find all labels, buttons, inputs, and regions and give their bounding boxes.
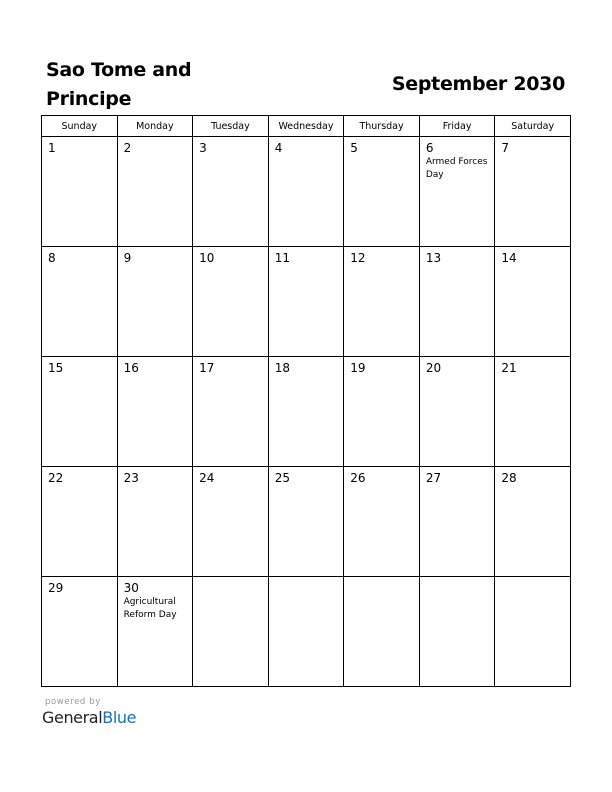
day-number: 10	[199, 251, 215, 265]
day-number: 17	[199, 361, 215, 375]
day-number: 16	[123, 361, 139, 375]
day-cell-content	[495, 357, 570, 375]
day-number: 3	[199, 141, 207, 155]
day-number: 30	[123, 581, 139, 595]
day-number: 13	[425, 251, 442, 265]
day-cell-content	[344, 247, 419, 265]
day-cell	[117, 577, 193, 687]
day-cell-content	[269, 247, 344, 265]
day-cell	[268, 357, 344, 467]
day-number: 5	[350, 141, 358, 155]
day-number: 11	[274, 251, 290, 265]
day-cell	[344, 577, 420, 687]
generalblue-logo	[42, 708, 136, 728]
day-cell	[193, 137, 269, 247]
calendar-grid	[41, 115, 571, 687]
day-number: 29	[48, 581, 64, 595]
holiday-label: Agricultural Reform Day	[123, 597, 177, 620]
logo-text-blue: Blue	[102, 708, 137, 727]
weekday-friday: Friday	[419, 116, 495, 137]
day-cell-content	[420, 357, 495, 375]
weekday-wednesday: Wednesday	[268, 116, 344, 137]
day-number: 14	[501, 251, 517, 265]
day-number: 12	[350, 251, 366, 265]
day-cell	[495, 467, 571, 577]
day-cell	[193, 357, 269, 467]
day-cell	[344, 247, 420, 357]
day-cell-content	[193, 577, 268, 581]
day-cell-content	[118, 247, 193, 265]
day-number: 20	[425, 361, 442, 375]
week-row	[42, 247, 571, 357]
month-year-title: September 2030	[391, 73, 565, 95]
day-cell	[42, 467, 118, 577]
calendar-body	[42, 137, 571, 687]
day-number: 26	[350, 471, 366, 485]
day-cell	[193, 247, 269, 357]
day-cell-content	[495, 577, 570, 581]
day-cell-content	[269, 467, 344, 485]
day-cell-content	[42, 357, 117, 375]
logo-text-general: General	[42, 708, 103, 727]
week-row	[42, 357, 571, 467]
weekday-saturday: Saturday	[495, 116, 571, 137]
day-cell-content	[420, 247, 495, 265]
day-cell-content	[420, 577, 495, 581]
day-number: 6	[425, 141, 434, 155]
weekday-header-row	[42, 116, 571, 137]
day-cell	[344, 467, 420, 577]
day-cell	[419, 357, 495, 467]
day-cell-content	[193, 247, 268, 265]
day-cell	[117, 247, 193, 357]
day-cell-content	[269, 577, 344, 581]
day-cell-content	[420, 467, 495, 485]
country-title: Sao Tome and Principe	[46, 59, 192, 110]
day-number: 7	[501, 141, 510, 155]
day-cell-content	[193, 467, 268, 485]
holiday-label: Armed Forces Day	[425, 157, 488, 180]
day-cell-content	[118, 467, 193, 485]
day-number: 19	[350, 361, 366, 375]
day-number: 18	[274, 361, 290, 375]
day-cell	[419, 247, 495, 357]
day-cell-content	[344, 467, 419, 485]
day-cell	[42, 137, 118, 247]
day-cell	[344, 357, 420, 467]
day-cell-content	[42, 137, 117, 155]
day-cell	[193, 467, 269, 577]
week-row	[42, 137, 571, 247]
week-row	[42, 467, 571, 577]
day-cell	[268, 577, 344, 687]
day-cell	[117, 137, 193, 247]
day-cell-content	[344, 137, 419, 155]
day-cell	[42, 357, 118, 467]
day-cell	[42, 247, 118, 357]
day-cell	[419, 137, 495, 247]
day-number: 25	[274, 471, 290, 485]
day-cell-content	[118, 577, 193, 622]
day-cell-content	[495, 247, 570, 265]
day-cell-content	[344, 357, 419, 375]
day-cell	[495, 357, 571, 467]
day-number: 2	[123, 141, 132, 155]
day-number: 23	[123, 471, 139, 485]
day-number: 1	[48, 141, 56, 155]
day-cell-content	[118, 357, 193, 375]
day-cell	[42, 577, 118, 687]
day-cell	[419, 577, 495, 687]
day-number: 24	[199, 471, 215, 485]
day-cell	[268, 247, 344, 357]
day-number: 21	[501, 361, 517, 375]
day-number: 28	[501, 471, 517, 485]
day-cell	[117, 357, 193, 467]
day-cell	[495, 137, 571, 247]
weekday-thursday: Thursday	[344, 116, 420, 137]
day-cell-content	[42, 577, 117, 595]
day-cell	[117, 467, 193, 577]
day-cell	[193, 577, 269, 687]
day-number: 4	[274, 141, 283, 155]
day-cell	[268, 467, 344, 577]
week-row	[42, 577, 571, 687]
day-cell	[495, 577, 571, 687]
day-cell-content	[118, 137, 193, 155]
day-number: 22	[48, 471, 64, 485]
day-number: 27	[425, 471, 442, 485]
day-cell-content	[42, 247, 117, 265]
day-cell-content	[42, 467, 117, 485]
day-cell-content	[193, 137, 268, 155]
footer-branding	[42, 697, 136, 728]
day-number: 9	[123, 251, 132, 265]
day-number: 15	[48, 361, 64, 375]
day-cell-content	[420, 137, 495, 182]
day-number: 8	[48, 251, 56, 265]
day-cell-content	[495, 137, 570, 155]
day-cell-content	[344, 577, 419, 581]
day-cell-content	[269, 137, 344, 155]
weekday-sunday: Sunday	[42, 116, 118, 137]
day-cell-content	[269, 357, 344, 375]
weekday-tuesday: Tuesday	[193, 116, 269, 137]
day-cell-content	[193, 357, 268, 375]
powered-by-label: powered by	[45, 697, 101, 707]
weekday-monday: Monday	[117, 116, 193, 137]
day-cell	[419, 467, 495, 577]
day-cell	[268, 137, 344, 247]
day-cell-content	[495, 467, 570, 485]
day-cell	[344, 137, 420, 247]
day-cell	[495, 247, 571, 357]
